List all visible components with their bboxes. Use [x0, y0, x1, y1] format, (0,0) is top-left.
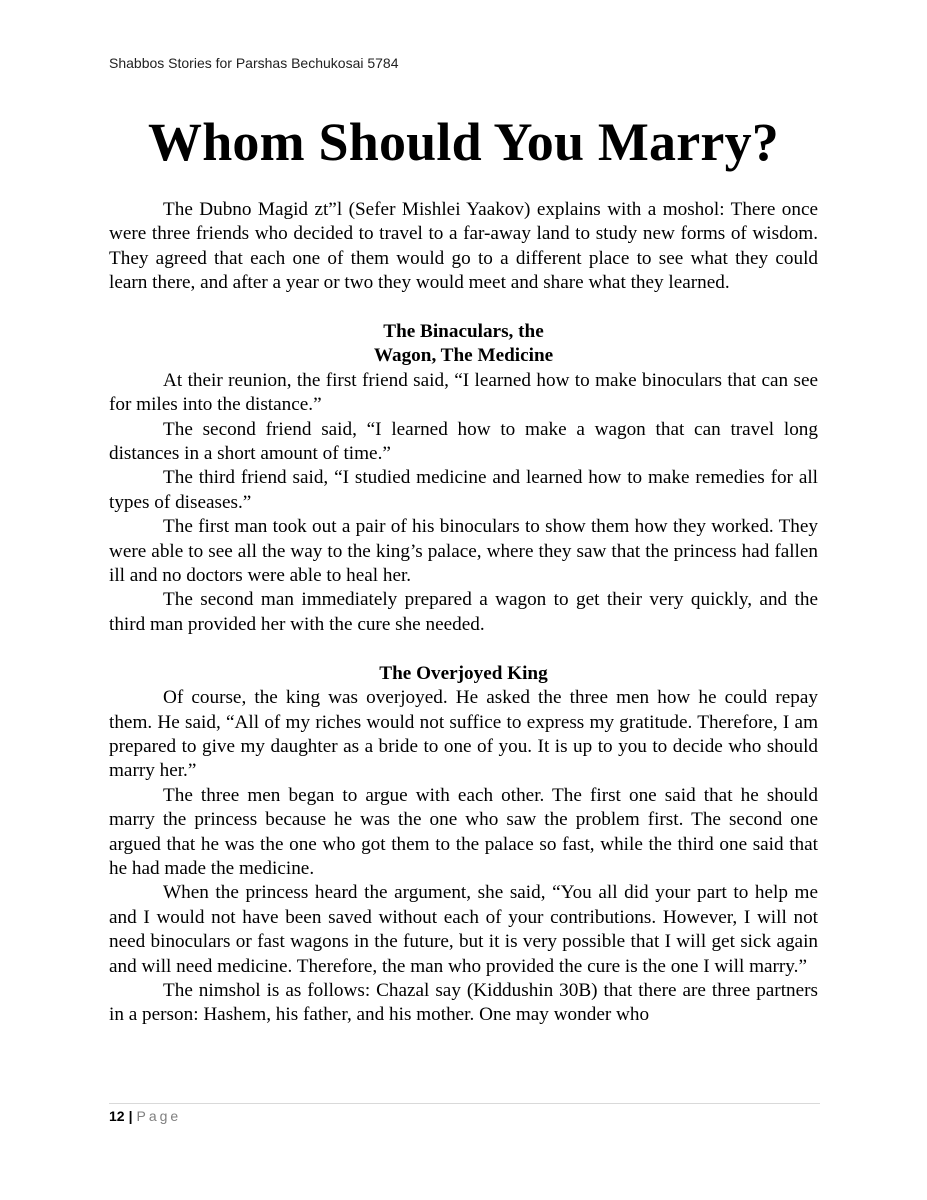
body-paragraph: The second friend said, “I learned how to make a wagon that can travel long distances in a short amount of time.” [109, 418, 818, 465]
body-paragraph: At their reunion, the first friend said, “I learned how to make binoculars that can see for miles into the distance.” [109, 369, 818, 416]
page-number: 12 [109, 1108, 125, 1124]
body-paragraph: Of course, the king was overjoyed. He asked the three men how he could repay them. He said, “All of my riches would not suffice to express my gratitude. Therefore, I am prepared to give my daughter as a bride to one of you. It is up to you to decide who should marry her.” [109, 687, 818, 782]
article-body [109, 198, 818, 1028]
footer-divider [109, 1103, 820, 1104]
article-title: Whom Should You Marry? [148, 112, 779, 172]
page-footer [109, 1108, 181, 1124]
footer-separator: | [128, 1108, 133, 1124]
section-heading-overjoyed-king: The Overjoyed King [379, 662, 548, 684]
body-paragraph: The third friend said, “I studied medicine and learned how to make remedies for all types of diseases.” [109, 467, 818, 513]
intro-paragraph: The Dubno Magid zt”l (Sefer Mishlei Yaakov) explains with a moshol: There once were three friends who decided to travel to a far-away land to study new forms of wisdom. They agreed that each one of them would go to a different place to see what they could learn there, and after a year or two they would meet and share what they learned. [109, 199, 818, 294]
body-paragraph: The first man took out a pair of his binoculars to show them how they worked. They were able to see all the way to the king’s palace, where they saw that the princess had fallen ill and no doctors were able to heal her. [109, 516, 818, 587]
section-heading-line: Wagon, The Medicine [373, 345, 554, 367]
page-label: Page [136, 1108, 182, 1124]
paragraph-gap [109, 637, 818, 661]
section-heading-line: The Binaculars, the [383, 321, 544, 343]
body-paragraph: The nimshol is as follows: Chazal say (Kiddushin 30B) that there are three partners in a person: Hashem, his father, and his mother. One may wonder who [109, 979, 818, 1026]
section-heading-binoculars [109, 320, 818, 369]
paragraph-gap [109, 296, 818, 320]
running-header: Shabbos Stories for Parshas Bechukosai 5784 [109, 55, 399, 71]
body-paragraph: The second man immediately prepared a wagon to get their very quickly, and the third man provided her with the cure she needed. [109, 589, 818, 635]
body-paragraph: The three men began to argue with each other. The first one said that he should marry the princess because he was the one who saw the problem first. The second one argued that he was the one who got them to the palace so fast, while the third one said that he had made the medicine. [109, 784, 818, 879]
body-paragraph: When the princess heard the argument, she said, “You all did your part to help me and I would not have been saved without each of your contributions. However, I will not need binoculars or fast wagons in the future, but it is very possible that I will get sick again and will need medicine. Therefore, the man who provided the cure is the one I will marry.” [109, 882, 818, 977]
